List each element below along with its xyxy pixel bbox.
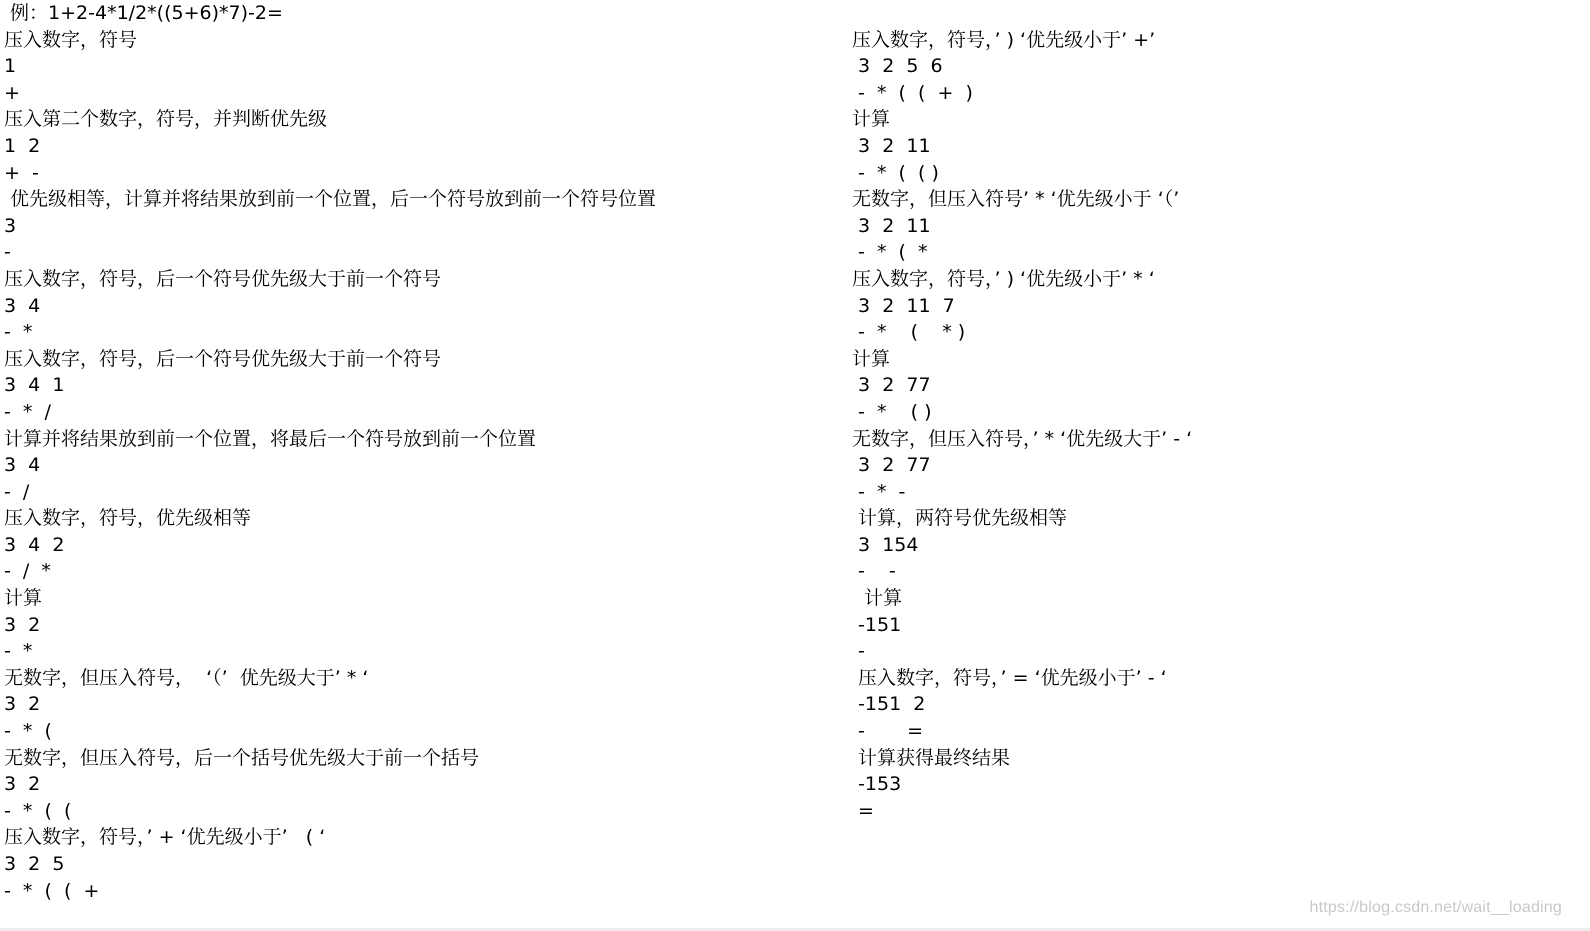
right-line-3: 3 2 5 6 [852,55,943,78]
left-line-21: 3 4 2 [4,533,65,556]
right-line-30: -153 [852,773,902,796]
right-line-26: 压入数字，符号，’ = ‘优先级小于’ - ‘ [852,666,1167,689]
left-line-19: - / [4,480,30,503]
left-line-2: 压入数字，符号 [4,28,138,51]
left-line-32: 压入数字，符号，’ + ‘优先级小于’ ( ‘ [4,826,326,849]
left-line-27: 3 2 [4,693,41,716]
right-line-20: 计算，两符号优先级相等 [852,507,1068,530]
left-line-7: + - [4,161,39,184]
left-line-16: - * / [4,400,51,423]
right-line-1 [852,0,1572,27]
left-line-25: - * [4,640,33,663]
left-line-33: 3 2 5 [4,853,65,875]
right-line-5: 计算 [852,108,891,131]
left-line-4: + [4,81,20,104]
right-line-23: 计算 [852,587,903,610]
left-line-17: 计算并将结果放到前一个位置，将最后一个符号放到前一个位置 [4,427,537,450]
left-line-6: 1 2 [4,134,41,157]
right-line-6: 3 2 11 [852,134,931,157]
left-line-23: 计算 [4,587,43,610]
left-line-3: 1 [4,55,17,78]
right-line-14: 计算 [852,347,891,370]
right-line-17: 无数字，但压入符号，’ * ‘优先级大于’ - ‘ [852,427,1193,450]
right-line-18: 3 2 77 [852,454,931,477]
left-line-20: 压入数字，符号，优先级相等 [4,507,252,530]
left-line-15: 3 4 1 [4,374,65,397]
left-line-28: - * ( [4,720,52,743]
left-line-9: 3 [4,214,17,237]
left-line-1: 例：1+2-4*1/2*((5+6)*7)-2= [4,2,283,24]
right-line-2: 压入数字，符号，’ ) ‘优先级小于’ +’ [852,28,1156,51]
right-line-27: -151 2 [852,693,926,716]
left-line-8: 优先级相等，计算并将结果放到前一个位置，后一个符号放到前一个符号位置 [4,188,657,211]
right-line-4: - * ( ( + ) [852,81,973,104]
right-line-28: - = [852,720,924,743]
left-line-10: - [4,241,11,264]
right-line-9: 3 2 11 [852,214,931,237]
left-line-24: 3 2 [4,613,41,636]
right-line-7: - * ( ( ) [852,161,939,184]
left-line-31: - * ( ( [4,799,72,822]
right-line-25: - [852,640,865,663]
left-line-18: 3 4 [4,454,41,477]
left-column [4,0,834,904]
left-line-29: 无数字，但压入符号，后一个括号优先级大于前一个括号 [4,746,480,769]
right-line-29: 计算获得最终结果 [852,746,1011,769]
right-line-19: - * - [852,480,906,503]
left-line-13: - * [4,321,33,344]
right-line-11: 压入数字，符号，’ ) ‘优先级小于’ * ‘ [852,267,1155,290]
left-line-30: 3 2 [4,773,41,796]
left-line-26: 无数字，但压入符号， ‘（’ 优先级大于’ * ‘ [4,666,369,689]
right-line-24: -151 [852,613,902,636]
right-line-16: - * ( ) [852,400,932,423]
left-line-5: 压入第二个数字，符号，并判断优先级 [4,108,328,131]
left-line-12: 3 4 [4,294,41,317]
left-line-22: - / * [4,560,51,583]
right-line-15: 3 2 77 [852,374,931,397]
left-line-34: - * ( ( + [4,879,100,902]
right-line-21: 3 154 [852,533,919,556]
right-line-10: - * ( * [852,241,928,264]
left-line-14: 压入数字，符号，后一个符号优先级大于前一个符号 [4,347,442,370]
right-line-22: - - [852,560,896,583]
right-line-13: - * ( * ) [852,321,966,344]
watermark: https://blog.csdn.net/wait__loading [1309,899,1562,916]
right-line-31: = [852,799,874,822]
right-column [852,0,1572,824]
right-line-12: 3 2 11 7 [852,294,955,317]
right-line-8: 无数字，但压入符号’ * ‘优先级小于 ‘（’ [852,188,1180,211]
left-line-11: 压入数字，符号，后一个符号优先级大于前一个符号 [4,267,442,290]
